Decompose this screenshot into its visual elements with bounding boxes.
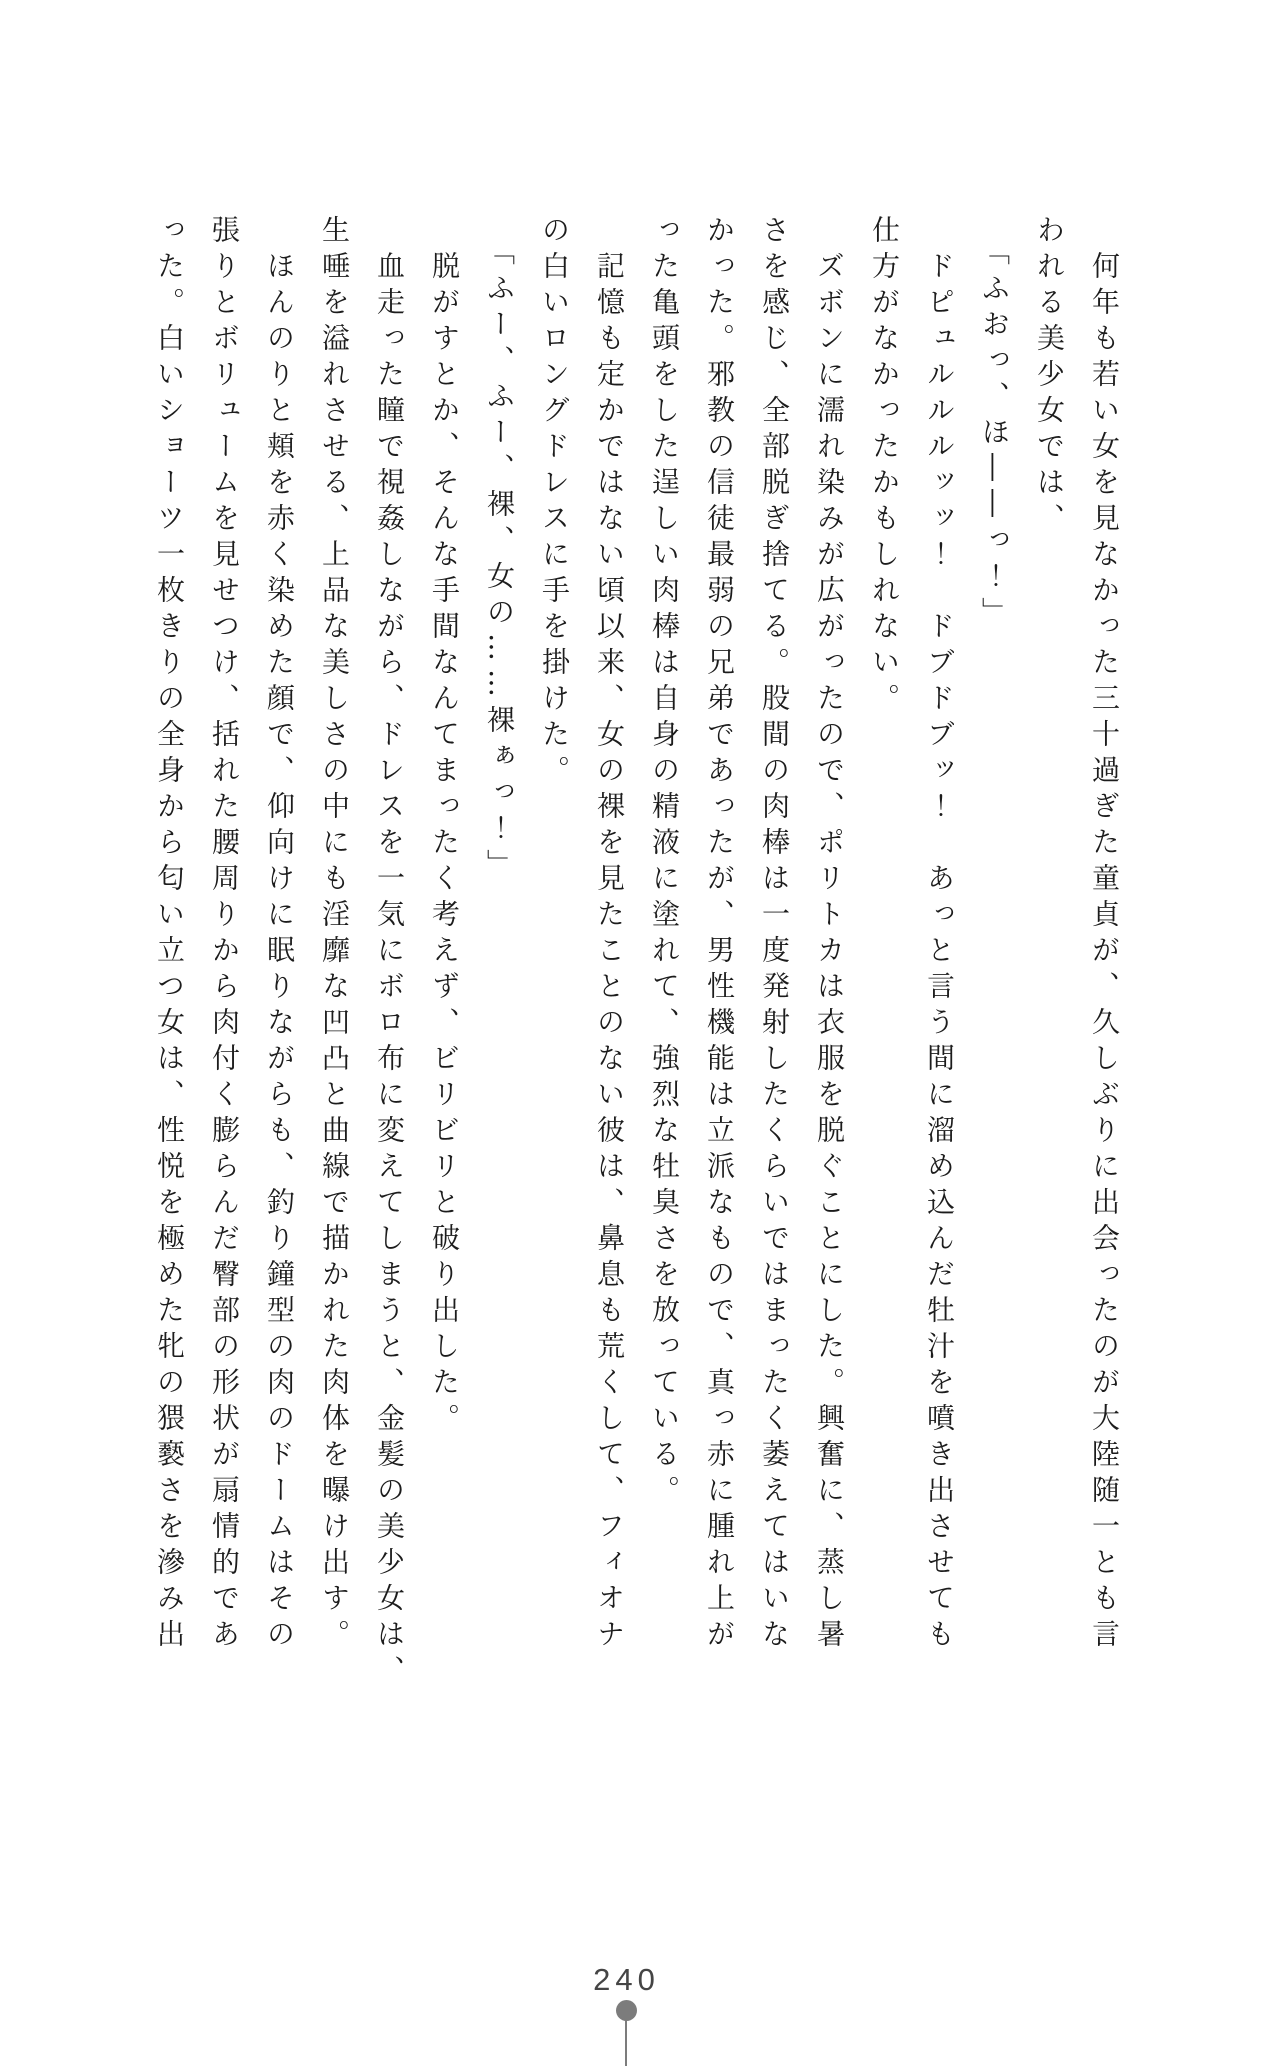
text-column: ドピュルルルッッ！ ドブドブッ！ あっと言う間に溜め込んだ牡汁を噴き出させても bbox=[923, 215, 956, 1655]
text-column: った。白いショーツ一枚きりの全身から匂い立つ女は、性悦を極めた牝の猥褻さを滲み出 bbox=[153, 215, 186, 1655]
text-column: った亀頭をした逞しい肉棒は自身の精液に塗れて、強烈な牡臭さを放っている。 bbox=[648, 215, 681, 1511]
footer-dot-icon bbox=[616, 2000, 637, 2021]
footer-stem-line bbox=[625, 2019, 627, 2066]
text-column: 「ふおっ、ほ――っ！」 bbox=[978, 215, 1011, 633]
text-column: 記憶も定かではない頃以来、女の裸を見たことのない彼は、鼻息も荒くして、フィオナ bbox=[593, 215, 626, 1655]
text-column: かった。邪教の信徒最弱の兄弟であったが、男性機能は立派なもので、真っ赤に腫れ上が bbox=[703, 215, 736, 1655]
text-column: 血走った瞳で視姦しながら、ドレスを一気にボロ布に変えてしまうと、金髪の美少女は、 bbox=[373, 215, 406, 1691]
text-column: ほんのりと頬を赤く染めた顔で、仰向けに眠りながらも、釣り鐘型の肉のドームはその bbox=[263, 215, 296, 1655]
text-column: われる美少女では、 bbox=[1033, 215, 1066, 539]
text-column: の白いロングドレスに手を掛けた。 bbox=[538, 215, 571, 791]
body-text-block bbox=[142, 215, 1132, 1691]
page-number: 240 bbox=[593, 1962, 660, 1997]
text-column: 「ふー、ふー、裸、女の……裸ぁっ！」 bbox=[483, 215, 516, 885]
text-column: 脱がすとか、そんな手間なんてまったく考えず、ビリビリと破り出した。 bbox=[428, 215, 461, 1439]
text-column: 生唾を溢れさせる、上品な美しさの中にも淫靡な凹凸と曲線で描かれた肉体を曝け出す。 bbox=[318, 215, 351, 1655]
text-column: 仕方がなかったかもしれない。 bbox=[868, 215, 901, 719]
text-column: 張りとボリュームを見せつけ、括れた腰周りから肉付く膨らんだ臀部の形状が扇情的であ bbox=[208, 215, 241, 1655]
text-column: 何年も若い女を見なかった三十過ぎた童貞が、久しぶりに出会ったのが大陸随一とも言 bbox=[1088, 215, 1121, 1655]
text-column: ズボンに濡れ染みが広がったので、ポリトカは衣服を脱ぐことにした。興奮に、蒸し暑 bbox=[813, 215, 846, 1655]
text-column: さを感じ、全部脱ぎ捨てる。股間の肉棒は一度発射したくらいではまったく萎えてはいな bbox=[758, 215, 791, 1655]
